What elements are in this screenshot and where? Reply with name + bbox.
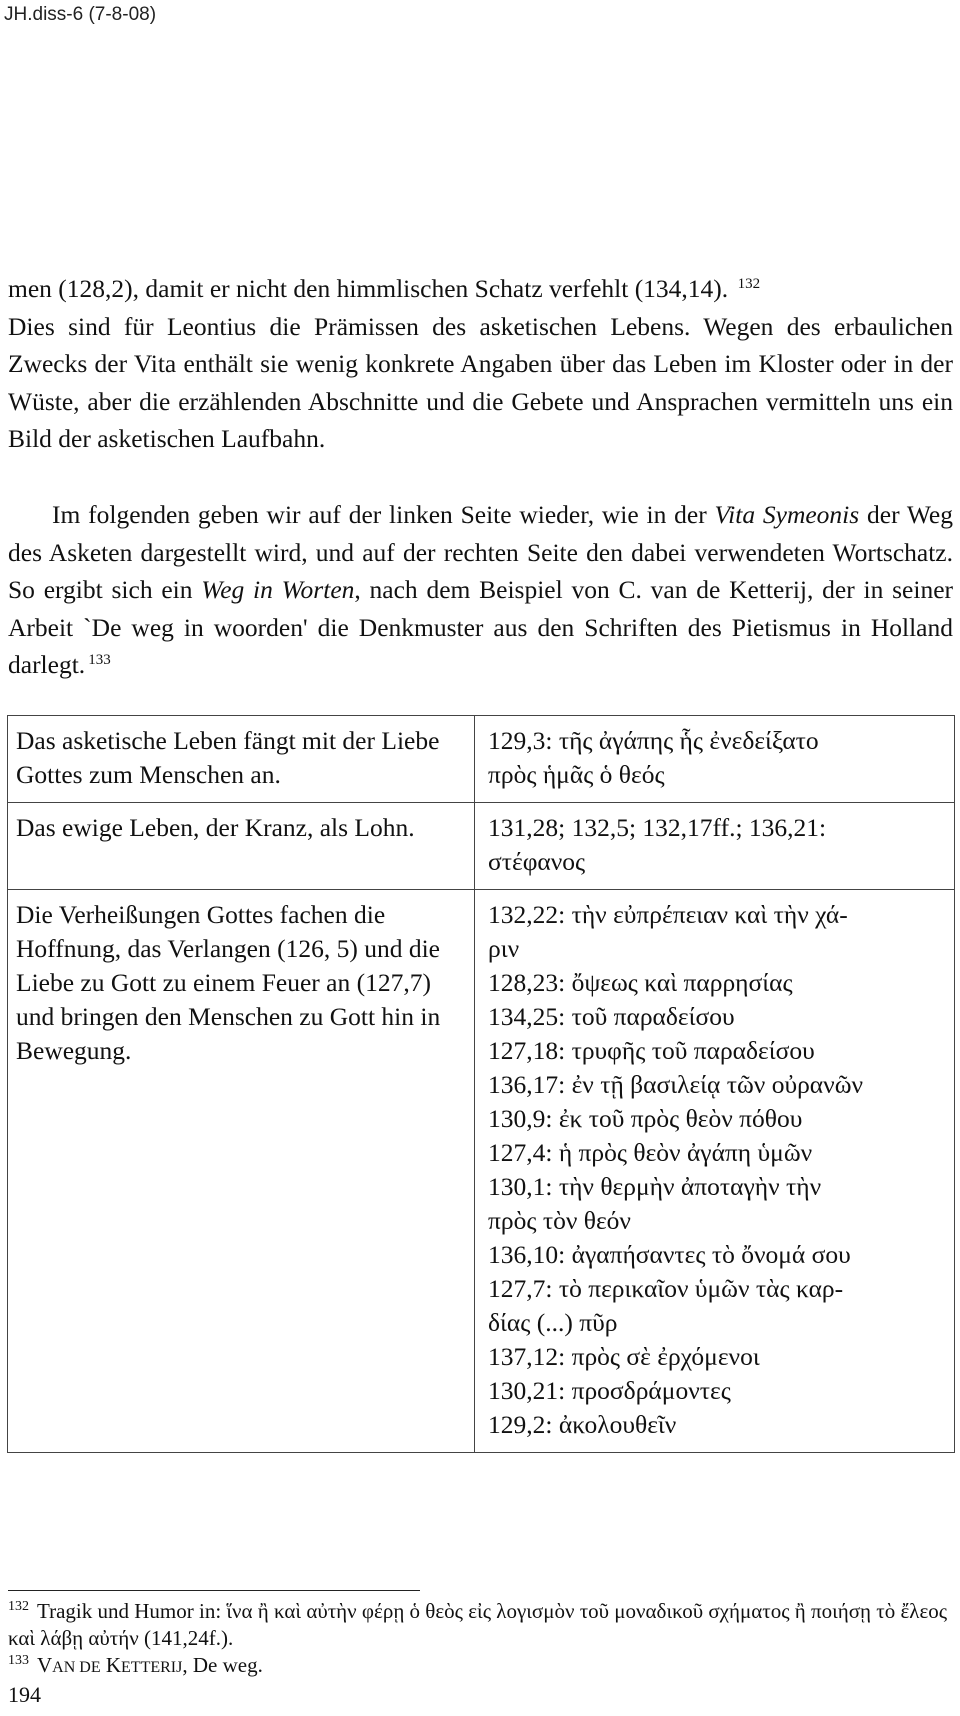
- vocab-line: 136,10: ἀγαπήσαντες τὸ ὄνομά σου: [488, 1240, 851, 1269]
- table-row: [8, 716, 955, 803]
- table-cell-vocabulary: [475, 716, 955, 803]
- footnotes: [8, 1598, 953, 1681]
- footnote-author-smallcaps: AN DE: [52, 1659, 101, 1676]
- vocab-line: 129,3: τῆς ἀγάπης ἧς ἐνεδείξατο: [488, 726, 819, 755]
- footnote-author-k: K: [100, 1653, 122, 1677]
- table-cell-description: Das asketische Leben fängt mit der Liebe Gottes zum Menschen an.: [8, 716, 475, 803]
- footnote-author-smallcaps: ETTERIJ: [121, 1659, 183, 1676]
- para1-continuation: Dies sind für Leontius die Prämissen des asketischen Lebens. Wegen des erbaulichen Zwecks der Vita enthält sie wenig konkrete Angaben über das Leben im Kloster oder in der Wüste, aber die erzählenden Abschnitte und die Gebete und Ansprachen vermitteln uns ein Bild der asketischen Laufbahn.: [8, 311, 953, 453]
- vocabulary-table: [7, 715, 955, 1453]
- vocab-line: 136,17: ἐν τῇ βασιλείᾳ τῶν οὐρανῶν: [488, 1070, 864, 1099]
- vocab-line: πρὸς ἡμᾶς ὁ θεός: [488, 760, 665, 789]
- vocab-line: 129,2: ἀκολουθεῖν: [488, 1410, 677, 1439]
- vocab-line: 128,23: ὄψεως καὶ παρρησίας: [488, 968, 793, 997]
- vocab-line: 134,25: τοῦ παραδείσου: [488, 1002, 735, 1031]
- para2-title-weg: Weg in Worten: [201, 575, 355, 604]
- table-row: [8, 890, 955, 1453]
- footnote-text: Tragik und Humor in: ἵνα ἢ καὶ αὐτὴν φέρῃ ὁ θεὸς εἰς λογισμὸν τοῦ μοναδικοῦ σχήματος ἢ ποιήσῃ τὸ ἔλεος καὶ λάβῃ αὐτήν (141,24f.).: [8, 1599, 948, 1650]
- table-row: [8, 803, 955, 890]
- vocab-line: 137,12: πρὸς σὲ ἐρχόμενοι: [488, 1342, 760, 1371]
- footnote-number: 133: [8, 1653, 29, 1668]
- vocab-line: 132,22: τὴν εὐπρέπειαν καὶ τὴν χά-: [488, 900, 848, 929]
- body-paragraph-1: [8, 270, 953, 458]
- body-paragraph-2: [8, 496, 953, 684]
- running-header: JH.diss-6 (7-8-08): [4, 4, 157, 25]
- vocab-line: 130,21: προσδράμοντες: [488, 1376, 731, 1405]
- footnote-author-v: V: [37, 1653, 53, 1677]
- footnote-133: [8, 1652, 953, 1681]
- footnote-ref-133[interactable]: 133: [88, 651, 111, 668]
- footnote-text: , De weg.: [182, 1653, 263, 1677]
- table-cell-vocabulary: [475, 803, 955, 890]
- para2-text-1: Im folgenden geben wir auf der linken Seite wieder, wie in der: [52, 500, 715, 529]
- vocab-line: πρὸς τὸν θεόν: [488, 1206, 631, 1235]
- page-number: 194: [8, 1682, 41, 1707]
- vocab-line: στέφανος: [488, 847, 586, 876]
- para2-text-2: der Weg des Asketen dargestellt wird, und auf der rechten Seite den dabei verwendeten Wortschatz. So ergibt sich ein: [8, 500, 953, 604]
- footnote-divider: [8, 1590, 420, 1591]
- vocab-line: ριν: [488, 934, 520, 963]
- vocab-line: 127,4: ἡ πρὸς θεὸν ἀγάπη ὑμῶν: [488, 1138, 813, 1167]
- vocab-line: 130,9: ἐκ τοῦ πρὸς θεὸν πόθου: [488, 1104, 803, 1133]
- vocab-line: 127,7: τὸ περικαῖον ὑμῶν τὰς καρ-: [488, 1274, 844, 1303]
- table-cell-description: Die Verheißungen Gottes fachen die Hoffnung, das Verlangen (126, 5) und die Liebe zu Gott zu einem Feuer an (127,7) und bringen den Menschen zu Gott hin in Bewegung.: [8, 890, 475, 1453]
- vocab-line: δίας (...) πῦρ: [488, 1308, 618, 1337]
- para1-text: men (128,2), damit er nicht den himmlischen Schatz verfehlt (134,14).: [8, 274, 735, 303]
- footnote-ref-132[interactable]: 132: [737, 275, 761, 292]
- footnote-number: 132: [8, 1599, 29, 1614]
- vocab-line: 130,1: τὴν θερμὴν ἀποταγὴν τὴν: [488, 1172, 822, 1201]
- footnote-132: [8, 1598, 953, 1652]
- vocab-line: 131,28; 132,5; 132,17ff.; 136,21:: [488, 813, 827, 842]
- table-cell-description: Das ewige Leben, der Kranz, als Lohn.: [8, 803, 475, 890]
- vocab-line: 127,18: τρυφῆς τοῦ παραδείσου: [488, 1036, 815, 1065]
- table-cell-vocabulary: [475, 890, 955, 1453]
- para2-title-vita: Vita Symeonis: [714, 500, 860, 529]
- para2-text-3: , nach dem Beispiel von C. van de Ketterij, der in seiner Arbeit `De weg in woorden' die Denkmuster aus den Schriften des Pietismus in Holland darlegt.: [8, 575, 953, 679]
